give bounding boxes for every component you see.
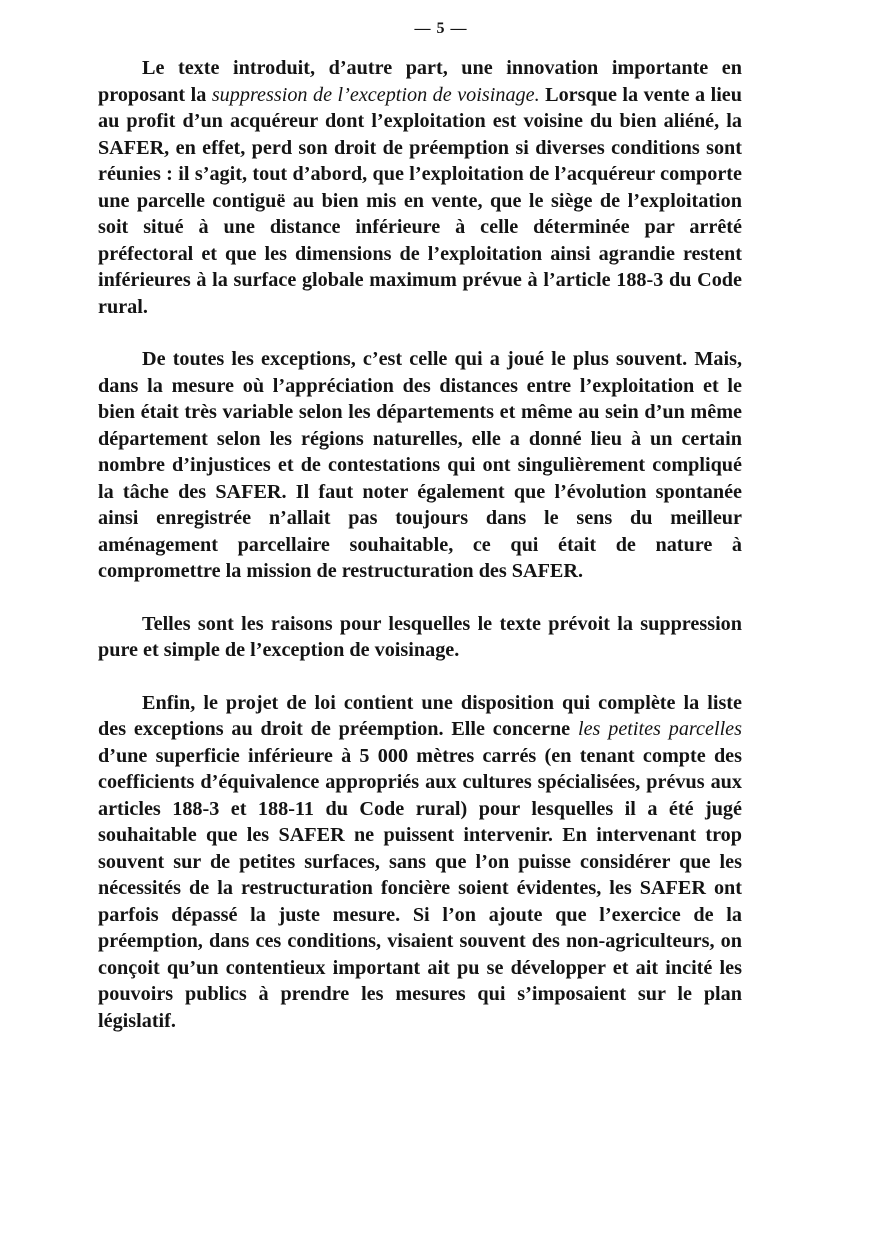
paragraph-reasons: Telles sont les raisons pour lesquelles le texte prévoit la suppression pure et simple de l’exception de voisinage. xyxy=(98,612,742,661)
paragraph-1-text-end: Lorsque la vente a lieu au profit d’un acquéreur dont l’exploitation est voisine du bien aliéné, la SAFER, en effet, perd son droit de préemption si diverses conditions sont réunies : il s’agit, tout d’abord, que l’exploitation de l’acquéreur comporte une parcelle contiguë au bien mis en vente, que le siège de l’exploitation soit situé à une distance inférieure à celle déterminée par arrêté préfectoral et que les dimensions de l’exploitation ainsi agrandie restent inférieures à la surface globale maximum prévue à l’article 188-3 du Code rural. xyxy=(98,83,742,318)
paragraph-4-text-end: d’une superficie inférieure à 5 000 mètres carrés (en tenant compte des coefficients d’équivalence appropriés aux cultures spécialisées, prévus aux articles 188-3 et 188-11 du Code rural) pour lesquelles il a été jugé souhaitable que les SAFER ne puissent intervenir. En intervenant trop souvent sur de petites surfaces, sans que l’on puisse considérer que les nécessités de la restructuration foncière soient évidentes, les SAFER ont parfois dépassé la juste mesure. Si l’on ajoute que l’exercice de la préemption, dans ces conditions, visaient souvent des non-agriculteurs, on conçoit qu’un contentieux important ait pu se développer et ait incité les pouvoirs publics à prendre les mesures qui s’imposaient sur le plan législatif. xyxy=(98,744,742,1032)
paragraph-4-emphasis: les petites parcelles xyxy=(577,718,742,740)
paragraph-petites-parcelles xyxy=(98,690,742,1035)
body-text xyxy=(98,55,742,1060)
page-number: — 5 — xyxy=(414,20,468,37)
paragraph-4-text-start: Enfin, le projet de loi contient une disposition qui complète la liste des exceptions au droit de préemption. Elle concerne xyxy=(98,691,742,740)
paragraph-exceptions-history: De toutes les exceptions, c’est celle qui a joué le plus souvent. Mais, dans la mesure où l’appréciation des distances entre l’exploitation et le bien était très variable selon les départements et même au sein d’un même département selon les régions naturelles, elle a donné lieu à un certain nombre d’injustices et de contestations qui ont singulièrement compliqué la tâche des SAFER. Il faut noter également que l’évolution spontanée ainsi enregistrée n’allait pas toujours dans le sens du meilleur aménagement parcellaire souhaitable, ce qui était de nature à compromettre la mission de restructuration des SAFER. xyxy=(98,348,742,582)
paragraph-1-text-start: Le texte introduit, d’autre part, une innovation importante en proposant la xyxy=(98,57,742,106)
paragraph-voisinage-suppression xyxy=(98,55,742,320)
paragraph-1-emphasis: suppression de l’exception de voisinage. xyxy=(211,83,540,106)
